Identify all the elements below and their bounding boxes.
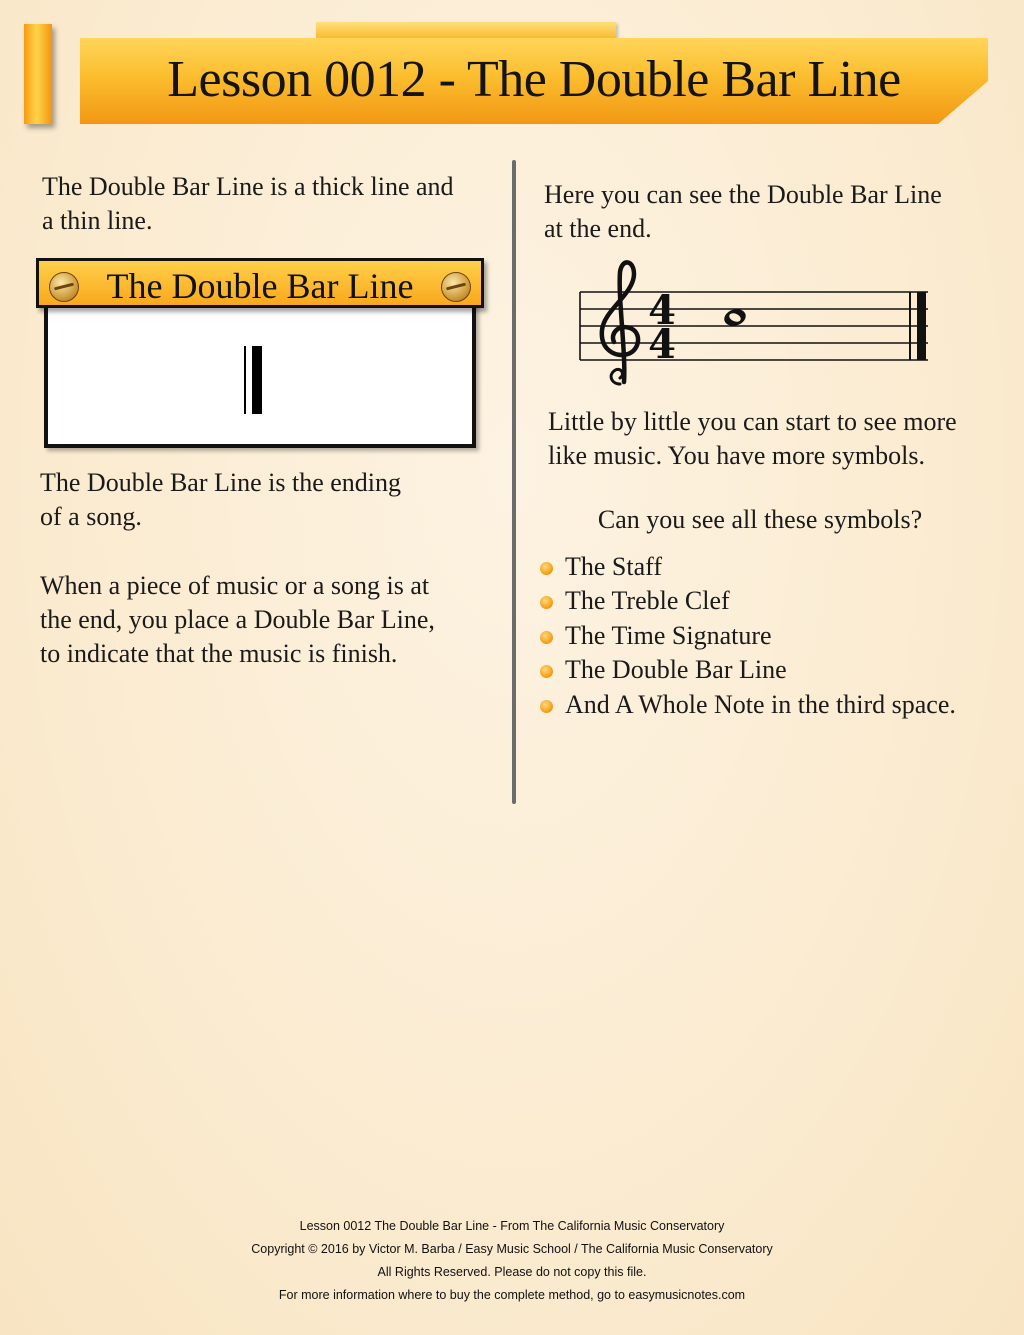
bullet-dot-icon xyxy=(540,596,553,609)
symbol-label: The Time Signature xyxy=(565,620,772,650)
time-signature-bottom: 4 xyxy=(648,321,676,368)
double-bar-line-card xyxy=(36,258,490,450)
staff-double-bar-thick xyxy=(917,292,926,360)
symbol-label: The Staff xyxy=(565,552,662,581)
left-ending-text: The Double Bar Line is the ending of a song. xyxy=(40,468,402,531)
left-usage-text: When a piece of music or a song is at the end, you place a Double Bar Line, to indicate that the music is finish. xyxy=(40,571,435,668)
left-intro-text: The Double Bar Line is a thick line and a thin line. xyxy=(42,172,454,235)
bullet-dot-icon xyxy=(540,700,553,713)
coin-icon xyxy=(441,272,471,302)
list-item xyxy=(540,584,956,618)
staff-double-bar-thin xyxy=(909,292,911,360)
footer-line-1: Lesson 0012 The Double Bar Line - From The California Music Conservatory xyxy=(299,1219,725,1233)
double-bar-thin-line xyxy=(244,346,246,414)
footer-line-3: All Rights Reserved. Please do not copy this file. xyxy=(377,1265,647,1279)
card-header xyxy=(36,258,484,308)
double-bar-thick-line xyxy=(252,346,262,414)
bullet-dot-icon xyxy=(540,562,553,575)
list-item xyxy=(540,550,956,584)
symbols-list xyxy=(540,550,956,722)
banner-top-tab xyxy=(316,22,616,40)
treble-clef-icon xyxy=(602,262,638,384)
footer-line-2: Copyright © 2016 by Victor M. Barba / Easy Music School / The California Music Conservatory xyxy=(251,1242,773,1256)
list-item xyxy=(540,619,956,653)
list-item xyxy=(540,688,956,722)
time-signature xyxy=(648,287,676,368)
footer-line-4: For more information where to buy the complete method, go to easymusicnotes.com xyxy=(278,1288,746,1302)
decorative-side-bar xyxy=(24,24,52,124)
page-title: Lesson 0012 - The Double Bar Line xyxy=(167,51,901,108)
symbol-label: The Double Bar Line xyxy=(565,655,787,685)
symbol-label: And A Whole Note in the third space. xyxy=(565,689,956,719)
right-intro-text: Here you can see the Double Bar Line at the end. xyxy=(544,180,942,243)
card-title: The Double Bar Line xyxy=(106,266,414,306)
bullet-dot-icon xyxy=(540,631,553,644)
symbols-question: Can you see all these symbols? xyxy=(597,505,923,534)
list-item xyxy=(540,653,956,687)
music-staff xyxy=(576,258,936,390)
progress-text: Little by little you can start to see more like music. You have more symbols. xyxy=(548,407,957,470)
column-divider xyxy=(512,160,516,804)
bullet-dot-icon xyxy=(540,665,553,678)
symbol-label: The Treble Clef xyxy=(565,586,730,616)
time-signature-top: 4 xyxy=(648,287,676,334)
